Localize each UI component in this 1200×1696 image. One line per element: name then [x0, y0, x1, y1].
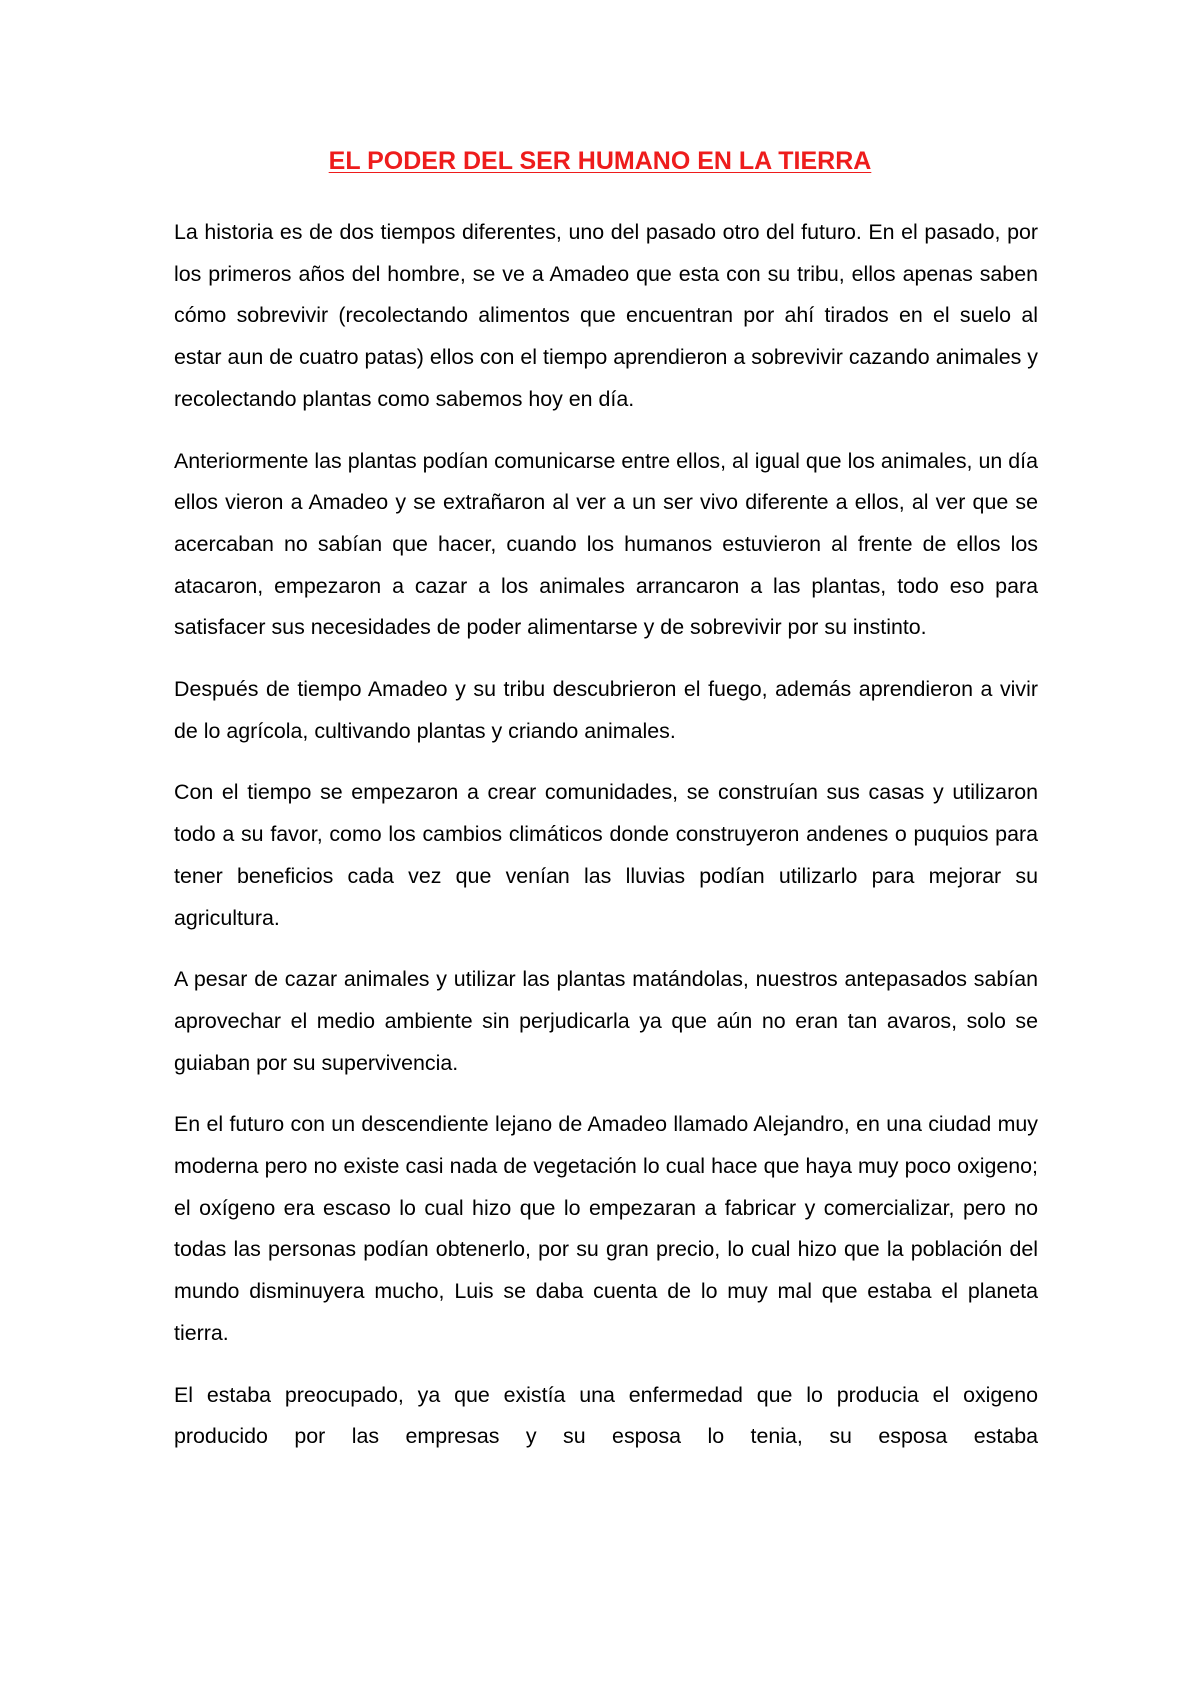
paragraph-2: Anteriormente las plantas podían comunicarse entre ellos, al igual que los animales, un día ellos vieron a Amadeo y se extrañaron al ver a un ser vivo diferente a ellos, al ver que se acercaban no sabían que hacer, cuando los humanos estuvieron al frente de ellos los atacaron, empezaron a cazar a los animales arrancaron a las plantas, todo eso para satisfacer sus necesidades de poder alimentarse y de sobrevivir por su instinto.: [174, 448, 1038, 640]
paragraph-7: [174, 1375, 1038, 1458]
document-body: [174, 212, 1038, 1458]
paragraph-5: A pesar de cazar animales y utilizar las plantas matándolas, nuestros antepasados sabían aprovechar el medio ambiente sin perjudicarla ya que aún no eran tan avaros, solo se guiaban por su supervivencia.: [174, 967, 1038, 1075]
paragraph-7-text: El estaba preocupado, ya que existía una enfermedad que lo producia el oxigeno producido por las empresas y su esposa lo tenia, su esposa estaba: [174, 1382, 1038, 1449]
paragraph-3: Después de tiempo Amadeo y su tribu descubrieron el fuego, además aprendieron a vivir de lo agrícola, cultivando plantas y criando animales.: [174, 677, 1038, 743]
paragraph-6: En el futuro con un descendiente lejano de Amadeo llamado Alejandro, en una ciudad muy moderna pero no existe casi nada de vegetación lo cual hace que haya muy poco oxigeno; el oxígeno era escaso lo cual hizo que lo empezaran a fabricar y comercializar, pero no todas las personas podían obtenerlo, por su gran precio, lo cual hizo que la población del mundo disminuyera mucho, Luis se daba cuenta de lo muy mal que estaba el planeta tierra.: [174, 1112, 1038, 1345]
document-title: EL PODER DEL SER HUMANO EN LA TIERRA: [328, 147, 872, 175]
paragraph-1: La historia es de dos tiempos diferentes, uno del pasado otro del futuro. En el pasado, por los primeros años del hombre, se ve a Amadeo que esta con su tribu, ellos apenas saben cómo sobrevivir (recolectando alimentos que encuentran por ahí tirados en el suelo al estar aun de cuatro patas) ellos con el tiempo aprendieron a sobrevivir cazando animales y recolectando plantas como sabemos hoy en día.: [174, 220, 1038, 411]
paragraph-4: Con el tiempo se empezaron a crear comunidades, se construían sus casas y utilizaron todo a su favor, como los cambios climáticos donde construyeron andenes o puquios para tener beneficios cada vez que venían las lluvias podían utilizarlo para mejorar su agricultura.: [174, 780, 1038, 930]
